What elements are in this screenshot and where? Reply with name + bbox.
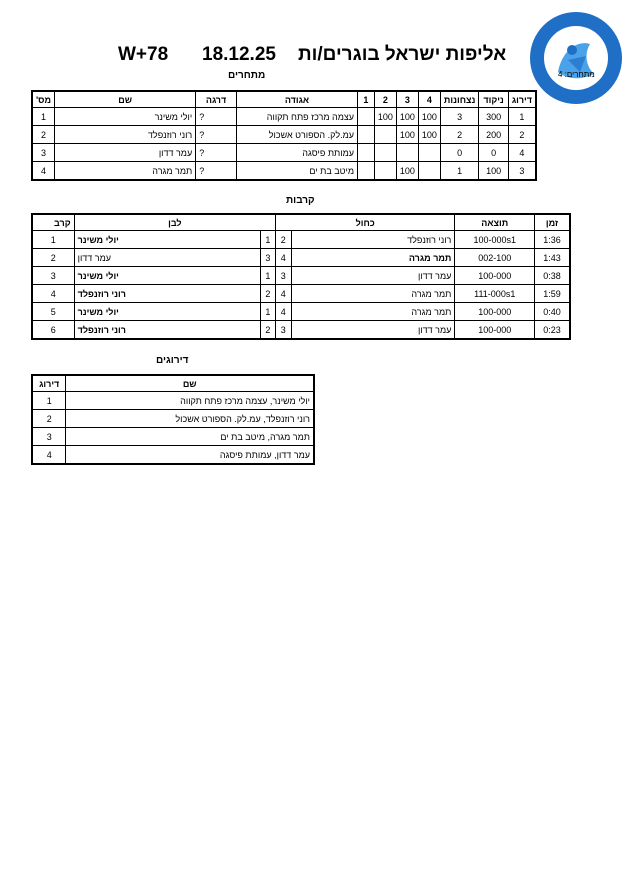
cell-blue-name: עמר דדון [291, 267, 455, 285]
cell-round-2 [374, 126, 396, 144]
header-points: ניקוד [479, 91, 508, 108]
cell-club: עמ.לק. הספורט אשכול [236, 126, 357, 144]
cell-grade: ? [196, 126, 237, 144]
cell-result: 100-000 [455, 321, 535, 340]
table-row [32, 303, 570, 321]
cell-round-2 [374, 144, 396, 162]
cell-round-1 [358, 126, 375, 144]
cell-bout: 5 [32, 303, 74, 321]
cell-wins: 0 [440, 144, 478, 162]
header-bout: קרב [32, 214, 74, 231]
cell-rank: 3 [32, 428, 66, 446]
cell-blue-num: 4 [276, 303, 291, 321]
table-row [32, 162, 536, 181]
cell-white-name: יולי משינר [74, 231, 260, 249]
cell-blue-num: 4 [276, 285, 291, 303]
cell-round-1 [358, 162, 375, 181]
page-title: אליפות ישראל בוגרים/ות [298, 44, 507, 65]
table-row [32, 126, 536, 144]
cell-blue-num: 2 [276, 231, 291, 249]
cell-white-num: 1 [260, 267, 275, 285]
cell-wins: 1 [440, 162, 478, 181]
cell-name: תמר מגרה [55, 162, 196, 181]
cell-round-4 [418, 144, 440, 162]
cell-blue-num: 3 [276, 321, 291, 340]
header-name: שם [55, 91, 196, 108]
cell-blue-name: תמר מגרה [291, 285, 455, 303]
participants-header-row [32, 91, 536, 108]
cell-round-3 [396, 144, 418, 162]
cell-round-3: 100 [396, 126, 418, 144]
cell-bout: 2 [32, 249, 74, 267]
cell-blue-name: תמר מגרה [291, 303, 455, 321]
cell-round-1 [358, 108, 375, 126]
logo-count-label: מתחרים: 4 [558, 70, 595, 79]
table-row [32, 249, 570, 267]
cell-rank: 2 [32, 410, 66, 428]
cell-blue-name: עמר דדון [291, 321, 455, 340]
rankings-table [31, 374, 315, 465]
table-row [32, 285, 570, 303]
cell-result: 100-000 [455, 267, 535, 285]
table-row [32, 428, 314, 446]
cell-result: 002-100 [455, 249, 535, 267]
cell-round-4 [418, 162, 440, 181]
cell-bout: 4 [32, 285, 74, 303]
cell-bout: 1 [32, 231, 74, 249]
header-wins: נצחונות [440, 91, 478, 108]
cell-club: עמותת פיסגה [236, 144, 357, 162]
bouts-header-row [32, 214, 570, 231]
participants-table [31, 90, 537, 181]
participants-label: מתחרים [228, 70, 266, 81]
cell-rank: 4 [32, 446, 66, 465]
cell-round-3: 100 [396, 162, 418, 181]
table-row [32, 231, 570, 249]
table-row [32, 446, 314, 465]
header-club: אגודה [236, 91, 357, 108]
cell-wins: 2 [440, 126, 478, 144]
cell-time: 0:23 [535, 321, 570, 340]
cell-round-2: 100 [374, 108, 396, 126]
header-white: לבן [74, 214, 275, 231]
cell-num: 4 [32, 162, 55, 181]
cell-blue-num: 4 [276, 249, 291, 267]
cell-white-name: יולי משינר [74, 267, 260, 285]
cell-round-4: 100 [418, 126, 440, 144]
cell-white-name: רוני רוזנפלד [74, 285, 260, 303]
cell-rank: 1 [508, 108, 536, 126]
cell-grade: ? [196, 108, 237, 126]
cell-round-2 [374, 162, 396, 181]
cell-time: 1:43 [535, 249, 570, 267]
cell-points: 200 [479, 126, 508, 144]
cell-white-num: 3 [260, 249, 275, 267]
cell-bout: 6 [32, 321, 74, 340]
cell-wins: 3 [440, 108, 478, 126]
cell-result: 100-000 [455, 303, 535, 321]
header-rank: דירוג [508, 91, 536, 108]
table-row [32, 410, 314, 428]
cell-bout: 3 [32, 267, 74, 285]
cell-blue-name: רוני רוזנפלד [291, 231, 455, 249]
cell-num: 1 [32, 108, 55, 126]
cell-points: 0 [479, 144, 508, 162]
header-num: מס' [32, 91, 55, 108]
cell-rank: 2 [508, 126, 536, 144]
cell-time: 0:38 [535, 267, 570, 285]
cell-num: 2 [32, 126, 55, 144]
weight-category: W+78 [118, 44, 169, 65]
cell-name: יולי משינר, עצמה מרכז פתח תקווה [66, 392, 314, 410]
cell-result: 100-000s1 [455, 231, 535, 249]
rankings-header-row [32, 375, 314, 392]
cell-num: 3 [32, 144, 55, 162]
association-logo [528, 10, 624, 106]
cell-white-num: 1 [260, 231, 275, 249]
table-row [32, 108, 536, 126]
cell-points: 100 [479, 162, 508, 181]
bouts-table [31, 213, 571, 340]
header-blue: כחול [276, 214, 455, 231]
header-round-3: 3 [396, 91, 418, 108]
cell-club: מיטב בת ים [236, 162, 357, 181]
cell-name: עמר דדון [55, 144, 196, 162]
header-time: זמן [535, 214, 570, 231]
cell-rank: 4 [508, 144, 536, 162]
cell-white-name: רוני רוזנפלד [74, 321, 260, 340]
cell-name: יולי משינר [55, 108, 196, 126]
cell-name: רוני רוזנפלד [55, 126, 196, 144]
header-grade: דרגה [196, 91, 237, 108]
table-row [32, 144, 536, 162]
cell-white-num: 2 [260, 321, 275, 340]
cell-time: 1:36 [535, 231, 570, 249]
cell-grade: ? [196, 162, 237, 181]
cell-grade: ? [196, 144, 237, 162]
header-name: שם [66, 375, 314, 392]
cell-name: עמר דדון, עמותת פיסגה [66, 446, 314, 465]
cell-rank: 3 [508, 162, 536, 181]
cell-club: עצמה מרכז פתח תקווה [236, 108, 357, 126]
cell-round-4: 100 [418, 108, 440, 126]
table-row [32, 321, 570, 340]
cell-white-name: עמר דדון [74, 249, 260, 267]
cell-blue-name: תמר מגרה [291, 249, 455, 267]
cell-blue-num: 3 [276, 267, 291, 285]
header-round-4: 4 [418, 91, 440, 108]
table-row [32, 267, 570, 285]
rankings-title: דירוגים [156, 355, 189, 366]
header-rank: דירוג [32, 375, 66, 392]
header-round-1: 1 [358, 91, 375, 108]
cell-time: 1:59 [535, 285, 570, 303]
bouts-title: קרבות [286, 195, 315, 206]
cell-result: 111-000s1 [455, 285, 535, 303]
cell-time: 0:40 [535, 303, 570, 321]
cell-name: רוני רוזנפלד, עמ.לק. הספורט אשכול [66, 410, 314, 428]
cell-points: 300 [479, 108, 508, 126]
cell-white-num: 2 [260, 285, 275, 303]
cell-name: תמר מגרה, מיטב בת ים [66, 428, 314, 446]
cell-round-1 [358, 144, 375, 162]
event-date: 18.12.25 [202, 44, 276, 65]
header-result: תוצאה [455, 214, 535, 231]
cell-white-num: 1 [260, 303, 275, 321]
cell-rank: 1 [32, 392, 66, 410]
cell-white-name: יולי משינר [74, 303, 260, 321]
table-row [32, 392, 314, 410]
cell-round-3: 100 [396, 108, 418, 126]
header-round-2: 2 [374, 91, 396, 108]
